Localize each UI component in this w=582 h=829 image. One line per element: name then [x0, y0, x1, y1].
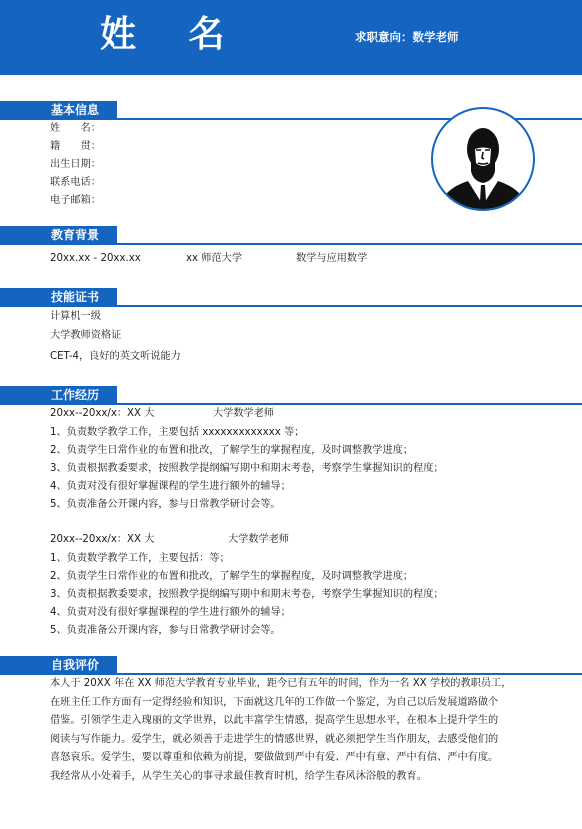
education-school: xx 师范大学 — [186, 253, 243, 264]
section-title-basic-info: 基本信息 — [0, 101, 117, 120]
paragraph-line: 本人于 20XX 年在 XX 师范大学教育专业毕业，距今已有五年的时间，作为一名 XX 学校的教职员工， — [50, 678, 512, 689]
paragraph-line: 借鉴。引领学生走入瑰丽的文学世界，以此丰富学生情感，提高学生思想水平，在根本上提升学生的 — [50, 715, 499, 727]
job-duty: 2、负责学生日常作业的布置和批改，了解学生的掌握程度，及时调整教学进度； — [50, 571, 414, 582]
job-duty: 4、负责对没有很好掌握课程的学生进行额外的辅导； — [50, 481, 291, 492]
job-objective: 求职意向：数学老师 — [355, 30, 459, 44]
job-duty: 4、负责对没有很好掌握课程的学生进行额外的辅导； — [50, 607, 291, 618]
candidate-name: 姓 名 — [100, 14, 245, 55]
profile-photo — [431, 107, 535, 211]
education-major: 数学与应用数学 — [296, 253, 368, 264]
skill-item: CET-4，良好的英文听说能力 — [50, 351, 181, 362]
job-duty: 1、负责数学教学工作，主要包括 xxxxxxxxxxxxx 等； — [50, 427, 305, 438]
info-row-birthdate — [50, 156, 106, 174]
paragraph-line: 我经常从小处着手，从学生关心的事寻求最佳教育时机，给学生春风沐浴般的教育。 — [50, 770, 427, 782]
self-evaluation-text — [50, 675, 550, 787]
info-label: 出生日期： — [50, 159, 101, 170]
section-title-work: 工作经历 — [0, 386, 117, 405]
job-duty: 3、负责根据教委要求，按照教学提纲编写期中和期末考卷，考察学生掌握知识的程度； — [50, 589, 444, 600]
info-row-name — [50, 120, 106, 138]
info-label: 联系电话： — [50, 177, 101, 188]
job-position: 大学数学老师 — [213, 408, 275, 419]
section-title-education: 教育背景 — [0, 226, 117, 245]
section-title-skills: 技能证书 — [0, 288, 117, 307]
info-row-phone — [50, 174, 106, 192]
info-label: 姓 名： — [50, 123, 101, 134]
job-period: 20xx--20xx/x：XX 大 — [50, 534, 155, 545]
resume-header — [0, 0, 582, 75]
paragraph-line: 喜怒哀乐。爱学生，要以尊重和依赖为前提，要做做到严中有爱、严中有章、严中有信、严中有度。 — [50, 752, 499, 764]
info-row-hometown — [50, 138, 106, 156]
job-duty: 2、负责学生日常作业的布置和批改，了解学生的掌握程度，及时调整教学进度； — [50, 445, 414, 456]
job-duty: 1、负责数学教学工作，主要包括：等； — [50, 553, 230, 564]
skill-item: 计算机一级 — [50, 311, 101, 322]
job-duty: 5、负责准备公开课内容，参与日常教学研讨会等。 — [50, 499, 281, 510]
paragraph-line: 在班主任工作方面有一定得经验和知识，下面就这几年的工作做一个鉴定，为自己以后发展道路做个 — [50, 696, 499, 708]
person-silhouette-icon — [433, 109, 533, 209]
education-period: 20xx.xx - 20xx.xx — [50, 253, 141, 264]
info-label: 电子邮箱： — [50, 195, 101, 206]
job-period: 20xx--20xx/x：XX 大 — [50, 408, 155, 419]
job-position: 大学数学老师 — [228, 534, 290, 545]
job-duty: 5、负责准备公开课内容，参与日常教学研讨会等。 — [50, 625, 281, 636]
section-title-self-evaluation: 自我评价 — [0, 656, 117, 675]
info-row-email — [50, 192, 106, 210]
job-duty: 3、负责根据教委要求，按照教学提纲编写期中和期末考卷，考察学生掌握知识的程度； — [50, 463, 444, 474]
paragraph-line: 阅读与写作能力。爱学生，就必须善于走进学生的情感世界，就必须把学生当作朋友，去感受他们的 — [50, 733, 499, 745]
info-label: 籍 贯： — [50, 141, 101, 152]
skill-item: 大学教师资格证 — [50, 330, 122, 341]
